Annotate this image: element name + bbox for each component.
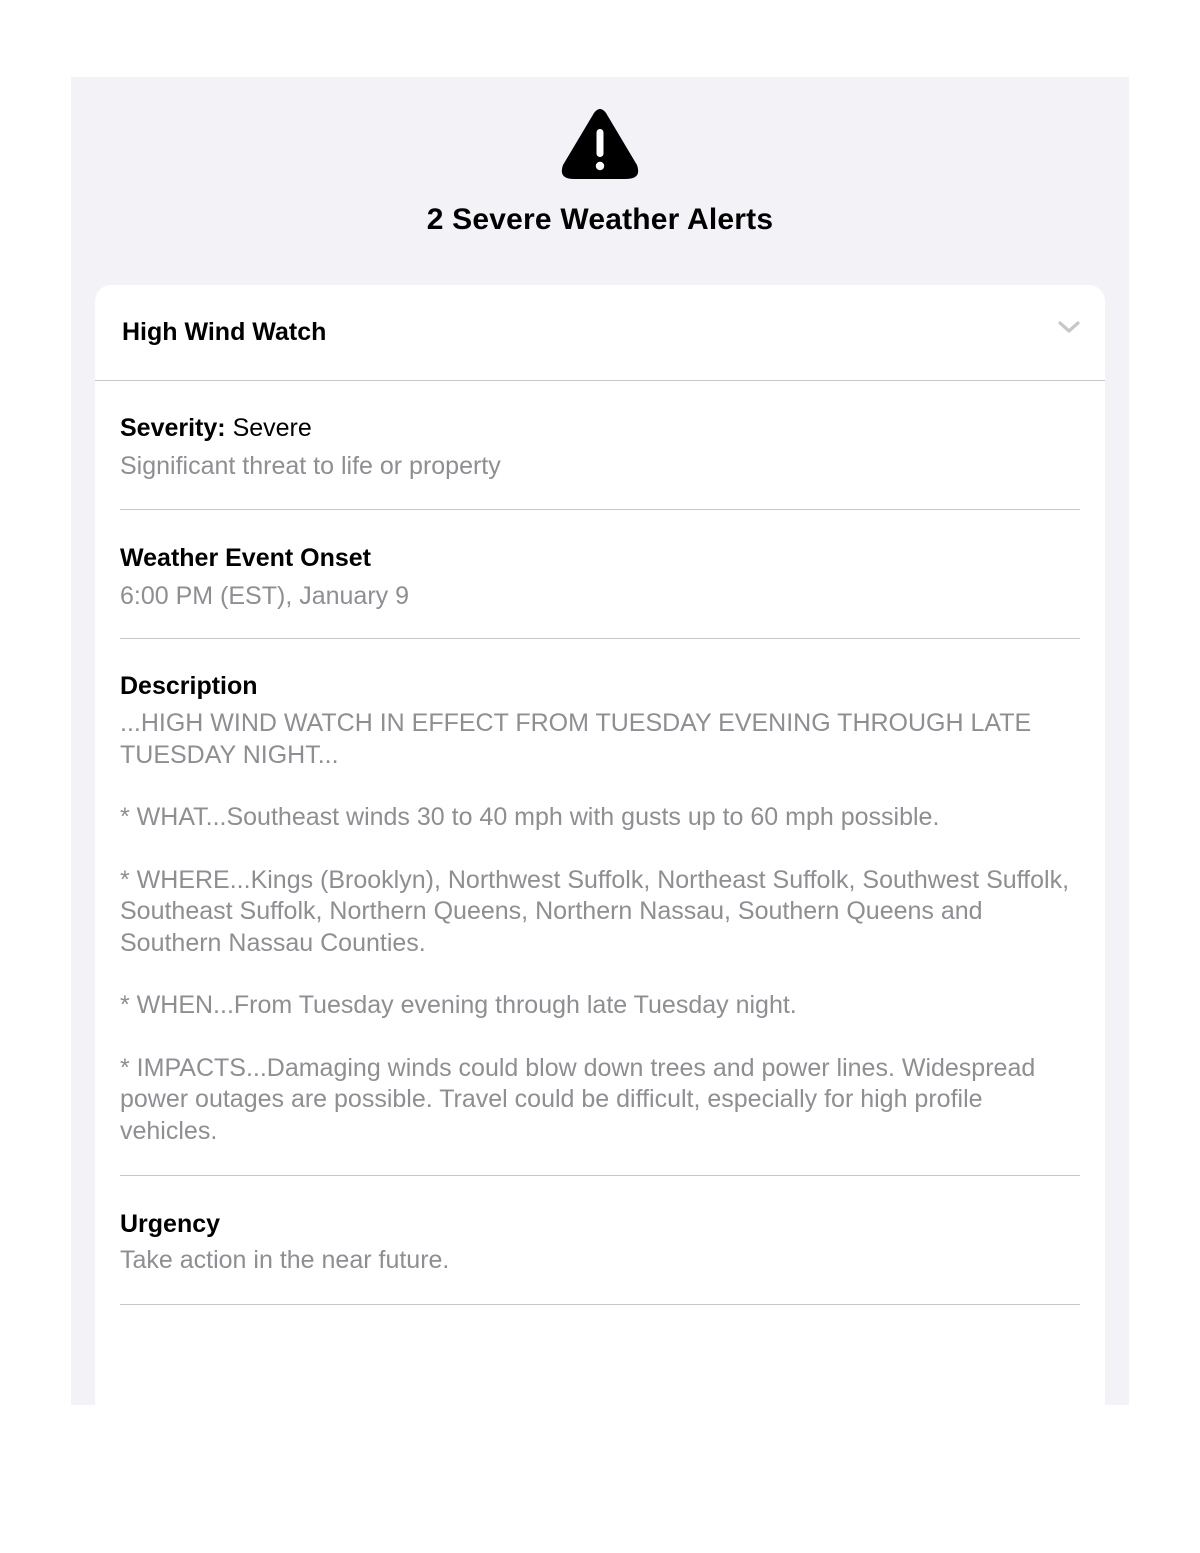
chevron-down-icon[interactable] — [1057, 319, 1081, 335]
alert-card-header[interactable] — [95, 285, 1105, 381]
severity-detail: Significant threat to life or property — [120, 452, 501, 480]
severity-label — [120, 412, 1080, 444]
onset-value: 6:00 PM (EST), January 9 — [120, 582, 410, 610]
onset-section — [120, 542, 1080, 639]
description-paragraph: * WHERE...Kings (Brooklyn), Northwest Suffolk, Northeast Suffolk, Southwest Suffolk, Southeast Suffolk, Northern Queens, Northern Nassau, Southern Queens and Southern Nassau Counties. — [120, 865, 1070, 957]
urgency-section — [120, 1208, 1080, 1305]
urgency-value: Take action in the near future. — [120, 1246, 450, 1274]
description-paragraph: * IMPACTS...Damaging winds could blow down trees and power lines. Widespread power outages are possible. Travel could be difficult, especially for high profile vehicles. — [120, 1053, 1036, 1145]
warning-triangle-icon — [560, 107, 640, 181]
alerts-count-title: 2 Severe Weather Alerts — [426, 203, 774, 236]
description-paragraph: * WHEN...From Tuesday evening through late Tuesday night. — [120, 991, 797, 1019]
description-section — [120, 670, 1080, 1176]
alerts-panel — [71, 77, 1129, 1405]
alert-title: High Wind Watch — [122, 318, 327, 346]
description-paragraph: * WHAT...Southeast winds 30 to 40 mph with gusts up to 60 mph possible. — [120, 803, 940, 831]
description-label: Description — [120, 672, 258, 700]
alert-card — [95, 285, 1105, 1405]
severity-label-text: Severity: — [120, 414, 226, 442]
description-paragraph: ...HIGH WIND WATCH IN EFFECT FROM TUESDAY EVENING THROUGH LATE TUESDAY NIGHT... — [120, 709, 1032, 769]
urgency-label: Urgency — [120, 1210, 221, 1238]
onset-label: Weather Event Onset — [120, 544, 372, 572]
severity-section — [120, 412, 1080, 510]
severity-value: Severe — [232, 414, 312, 442]
description-body — [120, 708, 1080, 1147]
